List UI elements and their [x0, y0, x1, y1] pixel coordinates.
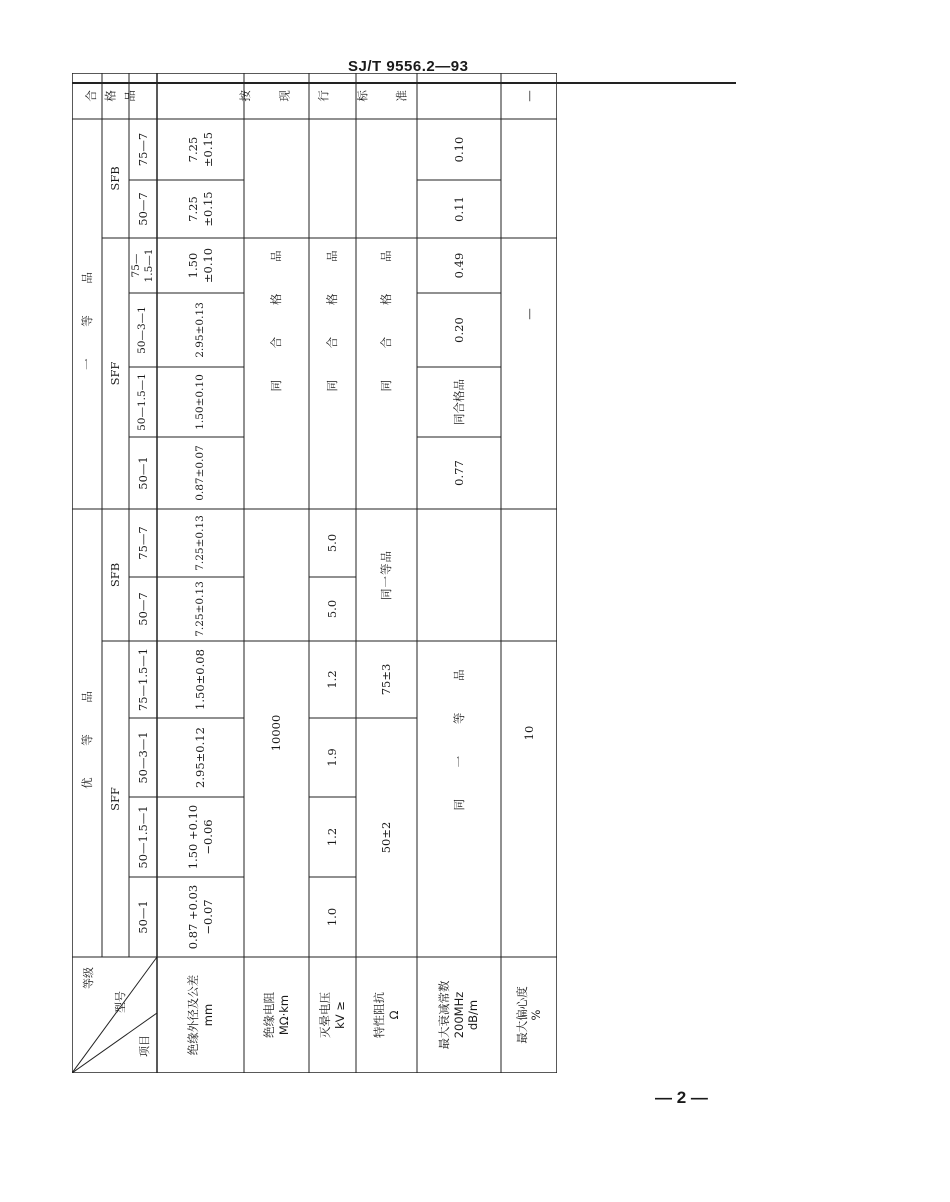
- grade-superior-header: 优 等 品: [79, 677, 94, 789]
- model-header: 50—1.5—1: [135, 805, 150, 869]
- diameter-cell: 1.50±0.10: [193, 374, 206, 430]
- grade-qualified-header: 合格品: [85, 88, 144, 103]
- voltage-cell: 1.0: [325, 907, 340, 927]
- model-header: 50—7: [135, 592, 150, 626]
- impedance-first: 同 合 格 品: [379, 236, 394, 392]
- corner-grade-label: 等级: [82, 967, 95, 989]
- attenuation-cell: 同合格品: [451, 379, 466, 425]
- attenuation-cell: 0.11: [451, 196, 466, 222]
- diameter-cell: 7.25 ±0.15: [186, 191, 215, 227]
- eccentricity-superior: 10: [521, 725, 536, 741]
- group-sfb-first: SFB: [108, 166, 123, 191]
- model-header: 50—1: [135, 900, 150, 934]
- impedance-50: 50±2: [379, 821, 394, 854]
- model-header: 75—7: [135, 526, 150, 560]
- voltage-cell: 1.2: [325, 827, 340, 847]
- row-label-insulation: 绝缘电阻 MΩ·km: [262, 992, 291, 1038]
- diameter-cell: 1.50 +0.10 −0.06: [186, 804, 215, 870]
- spec-table: [72, 73, 557, 1073]
- diameter-cell: 2.95±0.12: [193, 727, 208, 788]
- group-sfb-superior: SFB: [108, 562, 123, 588]
- group-sff-first: SFF: [108, 361, 123, 386]
- eccentricity-qualified: —: [521, 90, 536, 102]
- row-label-diameter: 绝缘外径及公差 mm: [186, 974, 215, 1056]
- row-label-eccentricity: 最大偏心度 %: [514, 986, 543, 1044]
- diameter-cell: 7.25±0.13: [193, 581, 206, 637]
- diameter-cell: 0.87±0.07: [193, 445, 206, 501]
- eccentricity-first: —: [521, 308, 536, 320]
- insulation-superior: 10000: [269, 714, 284, 752]
- voltage-cell: 5.0: [325, 533, 340, 553]
- model-header: 50—1.5—1: [136, 373, 149, 431]
- diameter-cell: 7.25±0.13: [193, 515, 206, 571]
- diameter-cell: 2.95±0.13: [193, 302, 206, 358]
- diameter-cell: 0.87 +0.03 −0.07: [186, 884, 215, 950]
- corner-model-label: 型号: [114, 991, 127, 1013]
- diameter-cell: 7.25 ±0.15: [186, 131, 215, 168]
- impedance-75: 75±3: [379, 663, 394, 696]
- attenuation-cell: 0.10: [451, 136, 466, 163]
- voltage-first: 同 合 格 品: [325, 236, 340, 392]
- voltage-cell: 5.0: [325, 599, 340, 619]
- diameter-cell: 1.50 ±0.10: [186, 247, 215, 284]
- row-label-attenuation: 最大衰减常数 200MHz dB/m: [437, 980, 481, 1050]
- document-code: SJ/T 9556.2—93: [348, 58, 469, 75]
- attenuation-cell: 0.49: [451, 252, 466, 279]
- attenuation-superior: 同 一 等 品: [451, 655, 466, 811]
- insulation-first: 同 合 格 品: [269, 236, 284, 392]
- voltage-cell: 1.9: [325, 748, 340, 767]
- corner-item-label: 项目: [138, 1035, 151, 1057]
- voltage-cell: 1.2: [325, 670, 340, 689]
- row-label-voltage: 灭晕电压 kV ≥: [318, 992, 347, 1038]
- group-sff-superior: SFF: [108, 787, 123, 811]
- grade-first-header: 一 等 品: [79, 258, 94, 370]
- model-header: 50—7: [135, 192, 150, 226]
- model-header: 50—3—1: [135, 731, 150, 784]
- qualified-note: 按 现 行 标 准: [238, 88, 420, 103]
- model-header: 50—1: [135, 456, 150, 490]
- attenuation-cell: 0.77: [451, 460, 466, 486]
- diameter-cell: 1.50±0.08: [193, 649, 208, 710]
- model-header: 75—7: [135, 132, 150, 167]
- model-header: 75—1.5—1: [135, 647, 150, 712]
- attenuation-cell: 0.20: [451, 317, 466, 343]
- row-label-impedance: 特性阻抗 Ω: [372, 992, 401, 1038]
- model-header: 50—3—1: [136, 306, 149, 354]
- impedance-sfb: 同一等品: [379, 550, 394, 600]
- model-header: 75— 1.5—1: [129, 248, 155, 283]
- page-number: — 2 —: [655, 1088, 708, 1107]
